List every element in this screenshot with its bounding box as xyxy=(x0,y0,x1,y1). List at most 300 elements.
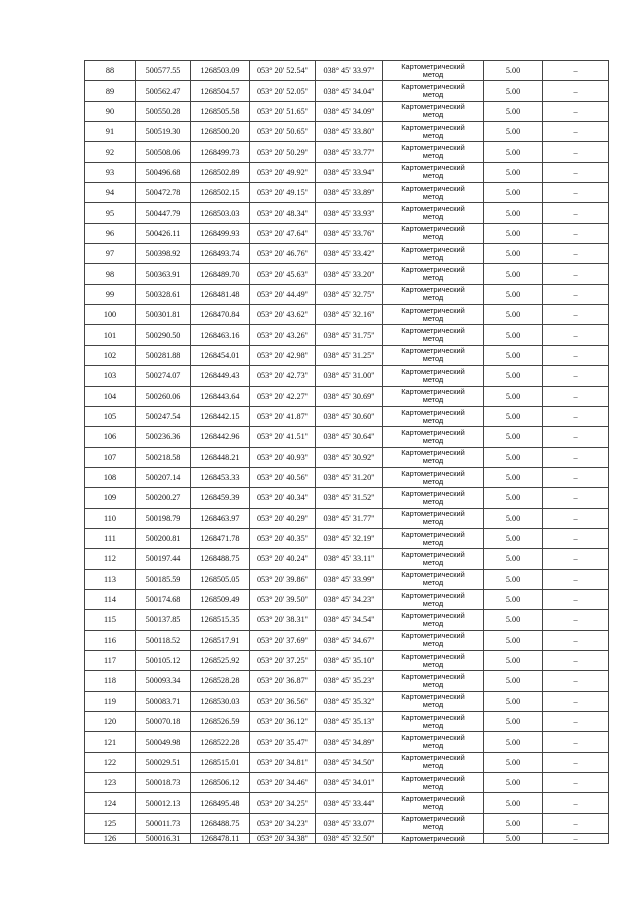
method-line-2: метод xyxy=(422,598,444,608)
latitude-cell: 053° 20' 49.92" xyxy=(250,162,316,182)
y-coordinate-cell: 1268515.01 xyxy=(191,752,250,772)
y-coordinate-cell: 1268478.11 xyxy=(191,834,250,844)
method-cell xyxy=(383,427,484,447)
x-coordinate-cell: 500185.59 xyxy=(136,569,191,589)
y-coordinate-cell: 1268504.57 xyxy=(191,81,250,101)
point-number-cell: 91 xyxy=(85,122,136,142)
accuracy-cell: 5.00 xyxy=(484,752,543,772)
table-row xyxy=(85,406,609,426)
method-cell xyxy=(383,488,484,508)
point-number-cell: 88 xyxy=(85,61,136,81)
method-cell xyxy=(383,793,484,813)
point-number-cell: 105 xyxy=(85,406,136,426)
x-coordinate-cell: 500577.55 xyxy=(136,61,191,81)
y-coordinate-cell: 1268509.49 xyxy=(191,589,250,609)
longitude-cell: 038° 45' 31.75" xyxy=(316,325,383,345)
point-number-cell: 121 xyxy=(85,732,136,752)
y-coordinate-cell: 1268526.59 xyxy=(191,712,250,732)
method-line-2: метод xyxy=(422,578,444,588)
method-line-1: Картометрический xyxy=(401,509,465,519)
x-coordinate-cell: 500508.06 xyxy=(136,142,191,162)
method-line-2: метод xyxy=(422,537,444,547)
method-line-1: Картометрический xyxy=(401,631,465,641)
point-number-cell: 102 xyxy=(85,345,136,365)
method-line-1: Картометрический xyxy=(401,285,465,295)
x-coordinate-cell: 500105.12 xyxy=(136,650,191,670)
y-coordinate-cell: 1268488.75 xyxy=(191,813,250,833)
x-coordinate-cell: 500207.14 xyxy=(136,467,191,487)
method-line-1: Картометрический xyxy=(401,590,465,600)
y-coordinate-cell: 1268528.28 xyxy=(191,671,250,691)
accuracy-cell: 5.00 xyxy=(484,671,543,691)
latitude-cell: 053° 20' 34.46" xyxy=(250,773,316,793)
method-line-1: Картометрический xyxy=(401,346,465,356)
point-number-cell: 92 xyxy=(85,142,136,162)
y-coordinate-cell: 1268499.73 xyxy=(191,142,250,162)
accuracy-cell: 5.00 xyxy=(484,244,543,264)
point-number-cell: 112 xyxy=(85,549,136,569)
note-cell: – xyxy=(543,773,609,793)
method-cell xyxy=(383,345,484,365)
note-cell: – xyxy=(543,447,609,467)
method-line-2: метод xyxy=(422,741,444,751)
x-coordinate-cell: 500083.71 xyxy=(136,691,191,711)
note-cell: – xyxy=(543,793,609,813)
latitude-cell: 053° 20' 37.25" xyxy=(250,650,316,670)
point-number-cell: 126 xyxy=(85,834,136,844)
table-row xyxy=(85,61,609,81)
accuracy-cell: 5.00 xyxy=(484,284,543,304)
x-coordinate-cell: 500197.44 xyxy=(136,549,191,569)
latitude-cell: 053° 20' 38.31" xyxy=(250,610,316,630)
x-coordinate-cell: 500012.13 xyxy=(136,793,191,813)
method-line-2: метод xyxy=(422,354,444,364)
method-line-1: Картометрический xyxy=(401,326,465,336)
method-line-2: метод xyxy=(422,415,444,425)
method-line-1: Картометрический xyxy=(401,265,465,275)
method-line-1: Картометрический xyxy=(401,610,465,620)
latitude-cell: 053° 20' 42.27" xyxy=(250,386,316,406)
longitude-cell: 038° 45' 34.50" xyxy=(316,752,383,772)
note-cell: – xyxy=(543,569,609,589)
method-line-2: метод xyxy=(422,435,444,445)
method-cell xyxy=(383,203,484,223)
point-number-cell: 96 xyxy=(85,223,136,243)
latitude-cell: 053° 20' 34.25" xyxy=(250,793,316,813)
note-cell: – xyxy=(543,305,609,325)
note-cell: – xyxy=(543,467,609,487)
accuracy-cell: 5.00 xyxy=(484,142,543,162)
latitude-cell: 053° 20' 46.76" xyxy=(250,244,316,264)
latitude-cell: 053° 20' 52.05" xyxy=(250,81,316,101)
point-number-cell: 99 xyxy=(85,284,136,304)
accuracy-cell: 5.00 xyxy=(484,549,543,569)
accuracy-cell: 5.00 xyxy=(484,569,543,589)
longitude-cell: 038° 45' 35.10" xyxy=(316,650,383,670)
table-row xyxy=(85,427,609,447)
method-line-1: Картометрический xyxy=(401,448,465,458)
point-number-cell: 118 xyxy=(85,671,136,691)
latitude-cell: 053° 20' 40.35" xyxy=(250,528,316,548)
method-line-2: метод xyxy=(422,395,444,405)
y-coordinate-cell: 1268463.97 xyxy=(191,508,250,528)
note-cell: – xyxy=(543,813,609,833)
method-cell xyxy=(383,366,484,386)
latitude-cell: 053° 20' 42.98" xyxy=(250,345,316,365)
latitude-cell: 053° 20' 40.34" xyxy=(250,488,316,508)
y-coordinate-cell: 1268525.92 xyxy=(191,650,250,670)
table-row xyxy=(85,325,609,345)
note-cell: – xyxy=(543,61,609,81)
y-coordinate-cell: 1268522.28 xyxy=(191,732,250,752)
y-coordinate-cell: 1268442.15 xyxy=(191,406,250,426)
y-coordinate-cell: 1268502.89 xyxy=(191,162,250,182)
accuracy-cell: 5.00 xyxy=(484,610,543,630)
longitude-cell: 038° 45' 33.94" xyxy=(316,162,383,182)
y-coordinate-cell: 1268517.91 xyxy=(191,630,250,650)
latitude-cell: 053° 20' 42.73" xyxy=(250,366,316,386)
y-coordinate-cell: 1268453.33 xyxy=(191,467,250,487)
latitude-cell: 053° 20' 50.65" xyxy=(250,122,316,142)
table-row xyxy=(85,305,609,325)
point-number-cell: 94 xyxy=(85,183,136,203)
method-cell xyxy=(383,773,484,793)
method-line-2: метод xyxy=(422,659,444,669)
y-coordinate-cell: 1268505.05 xyxy=(191,569,250,589)
y-coordinate-cell: 1268495.48 xyxy=(191,793,250,813)
x-coordinate-cell: 500472.78 xyxy=(136,183,191,203)
note-cell: – xyxy=(543,488,609,508)
point-number-cell: 110 xyxy=(85,508,136,528)
method-cell xyxy=(383,834,484,844)
note-cell: – xyxy=(543,325,609,345)
y-coordinate-cell: 1268515.35 xyxy=(191,610,250,630)
x-coordinate-cell: 500198.79 xyxy=(136,508,191,528)
latitude-cell: 053° 20' 48.34" xyxy=(250,203,316,223)
x-coordinate-cell: 500363.91 xyxy=(136,264,191,284)
method-line-2: метод xyxy=(422,557,444,567)
method-cell xyxy=(383,386,484,406)
y-coordinate-cell: 1268449.43 xyxy=(191,366,250,386)
method-cell xyxy=(383,752,484,772)
longitude-cell: 038° 45' 30.92" xyxy=(316,447,383,467)
accuracy-cell: 5.00 xyxy=(484,630,543,650)
y-coordinate-cell: 1268506.12 xyxy=(191,773,250,793)
method-line-2: метод xyxy=(422,456,444,466)
table-row xyxy=(85,162,609,182)
accuracy-cell: 5.00 xyxy=(484,406,543,426)
method-cell xyxy=(383,630,484,650)
point-number-cell: 109 xyxy=(85,488,136,508)
latitude-cell: 053° 20' 50.29" xyxy=(250,142,316,162)
latitude-cell: 053° 20' 37.69" xyxy=(250,630,316,650)
method-line-1: Картометрический xyxy=(401,224,465,234)
method-line-2: метод xyxy=(422,273,444,283)
table-row xyxy=(85,467,609,487)
note-cell: – xyxy=(543,671,609,691)
note-cell: – xyxy=(543,244,609,264)
method-line-1: Картометрический xyxy=(401,733,465,743)
longitude-cell: 038° 45' 32.19" xyxy=(316,528,383,548)
method-line-2: метод xyxy=(422,151,444,161)
latitude-cell: 053° 20' 52.54" xyxy=(250,61,316,81)
x-coordinate-cell: 500016.31 xyxy=(136,834,191,844)
method-cell xyxy=(383,101,484,121)
accuracy-cell: 5.00 xyxy=(484,589,543,609)
table-row xyxy=(85,488,609,508)
method-line-1: Картометрический xyxy=(401,143,465,153)
point-number-cell: 111 xyxy=(85,528,136,548)
accuracy-cell: 5.00 xyxy=(484,691,543,711)
accuracy-cell: 5.00 xyxy=(484,203,543,223)
table-row xyxy=(85,101,609,121)
note-cell: – xyxy=(543,427,609,447)
latitude-cell: 053° 20' 51.65" xyxy=(250,101,316,121)
method-cell xyxy=(383,406,484,426)
x-coordinate-cell: 500328.61 xyxy=(136,284,191,304)
note-cell: – xyxy=(543,81,609,101)
table-row xyxy=(85,264,609,284)
method-cell xyxy=(383,183,484,203)
y-coordinate-cell: 1268470.84 xyxy=(191,305,250,325)
latitude-cell: 053° 20' 47.64" xyxy=(250,223,316,243)
x-coordinate-cell: 500011.73 xyxy=(136,813,191,833)
method-line-1: Картометрический xyxy=(401,712,465,722)
accuracy-cell: 5.00 xyxy=(484,793,543,813)
point-number-cell: 119 xyxy=(85,691,136,711)
method-line-2: метод xyxy=(422,679,444,689)
point-number-cell: 106 xyxy=(85,427,136,447)
longitude-cell: 038° 45' 33.11" xyxy=(316,549,383,569)
x-coordinate-cell: 500118.52 xyxy=(136,630,191,650)
method-line-1: Картометрический xyxy=(401,122,465,132)
table-row xyxy=(85,650,609,670)
x-coordinate-cell: 500018.73 xyxy=(136,773,191,793)
table-row xyxy=(85,203,609,223)
accuracy-cell: 5.00 xyxy=(484,508,543,528)
table-row xyxy=(85,122,609,142)
longitude-cell: 038° 45' 34.54" xyxy=(316,610,383,630)
method-line-2: метод xyxy=(422,69,444,79)
method-line-2: метод xyxy=(422,110,444,120)
point-number-cell: 103 xyxy=(85,366,136,386)
y-coordinate-cell: 1268499.93 xyxy=(191,223,250,243)
longitude-cell: 038° 45' 32.16" xyxy=(316,305,383,325)
method-line-1: Картометрический xyxy=(401,833,465,843)
table-row xyxy=(85,244,609,264)
method-line-2: метод xyxy=(422,374,444,384)
table-row xyxy=(85,834,609,844)
note-cell: – xyxy=(543,366,609,386)
method-line-1: Картометрический xyxy=(401,204,465,214)
x-coordinate-cell: 500049.98 xyxy=(136,732,191,752)
point-number-cell: 95 xyxy=(85,203,136,223)
point-number-cell: 114 xyxy=(85,589,136,609)
accuracy-cell: 5.00 xyxy=(484,101,543,121)
y-coordinate-cell: 1268500.20 xyxy=(191,122,250,142)
method-line-2: метод xyxy=(422,130,444,140)
method-line-1: Картометрический xyxy=(401,692,465,702)
method-line-2: метод xyxy=(422,191,444,201)
method-cell xyxy=(383,813,484,833)
x-coordinate-cell: 500200.81 xyxy=(136,528,191,548)
note-cell: – xyxy=(543,406,609,426)
accuracy-cell: 5.00 xyxy=(484,712,543,732)
table-row xyxy=(85,223,609,243)
method-line-1: Картометрический xyxy=(401,529,465,539)
method-line-1: Картометрический xyxy=(401,427,465,437)
longitude-cell: 038° 45' 31.25" xyxy=(316,345,383,365)
latitude-cell: 053° 20' 34.38" xyxy=(250,834,316,844)
point-number-cell: 93 xyxy=(85,162,136,182)
accuracy-cell: 5.00 xyxy=(484,467,543,487)
table-row xyxy=(85,508,609,528)
x-coordinate-cell: 500562.47 xyxy=(136,81,191,101)
note-cell: – xyxy=(543,712,609,732)
point-number-cell: 120 xyxy=(85,712,136,732)
table-row xyxy=(85,691,609,711)
method-cell xyxy=(383,610,484,630)
note-cell: – xyxy=(543,223,609,243)
longitude-cell: 038° 45' 32.75" xyxy=(316,284,383,304)
point-number-cell: 104 xyxy=(85,386,136,406)
method-line-2: метод xyxy=(422,293,444,303)
x-coordinate-cell: 500218.58 xyxy=(136,447,191,467)
method-cell xyxy=(383,732,484,752)
method-line-1: Картометрический xyxy=(401,651,465,661)
x-coordinate-cell: 500281.88 xyxy=(136,345,191,365)
method-line-1: Картометрический xyxy=(401,549,465,559)
method-line-2: метод xyxy=(422,618,444,628)
method-line-1: Картометрический xyxy=(401,366,465,376)
method-cell xyxy=(383,447,484,467)
y-coordinate-cell: 1268471.78 xyxy=(191,528,250,548)
y-coordinate-cell: 1268443.64 xyxy=(191,386,250,406)
longitude-cell: 038° 45' 33.20" xyxy=(316,264,383,284)
method-line-2: метод xyxy=(422,496,444,506)
longitude-cell: 038° 45' 34.01" xyxy=(316,773,383,793)
method-cell xyxy=(383,650,484,670)
table-row xyxy=(85,386,609,406)
latitude-cell: 053° 20' 36.56" xyxy=(250,691,316,711)
method-line-2: метод xyxy=(422,700,444,710)
point-number-cell: 116 xyxy=(85,630,136,650)
longitude-cell: 038° 45' 35.23" xyxy=(316,671,383,691)
accuracy-cell: 5.00 xyxy=(484,366,543,386)
longitude-cell: 038° 45' 34.89" xyxy=(316,732,383,752)
note-cell: – xyxy=(543,834,609,844)
method-cell xyxy=(383,162,484,182)
longitude-cell: 038° 45' 31.20" xyxy=(316,467,383,487)
accuracy-cell: 5.00 xyxy=(484,325,543,345)
y-coordinate-cell: 1268493.74 xyxy=(191,244,250,264)
method-line-1: Картометрический xyxy=(401,468,465,478)
point-number-cell: 123 xyxy=(85,773,136,793)
longitude-cell: 038° 45' 35.32" xyxy=(316,691,383,711)
method-cell xyxy=(383,305,484,325)
note-cell: – xyxy=(543,284,609,304)
longitude-cell: 038° 45' 30.64" xyxy=(316,427,383,447)
point-number-cell: 89 xyxy=(85,81,136,101)
point-number-cell: 115 xyxy=(85,610,136,630)
latitude-cell: 053° 20' 40.93" xyxy=(250,447,316,467)
table-row xyxy=(85,345,609,365)
method-cell xyxy=(383,81,484,101)
accuracy-cell: 5.00 xyxy=(484,447,543,467)
x-coordinate-cell: 500247.54 xyxy=(136,406,191,426)
method-line-2: метод xyxy=(422,720,444,730)
x-coordinate-cell: 500093.34 xyxy=(136,671,191,691)
longitude-cell: 038° 45' 31.52" xyxy=(316,488,383,508)
method-line-2: метод xyxy=(422,639,444,649)
point-number-cell: 100 xyxy=(85,305,136,325)
method-cell xyxy=(383,264,484,284)
accuracy-cell: 5.00 xyxy=(484,427,543,447)
accuracy-cell: 5.00 xyxy=(484,813,543,833)
latitude-cell: 053° 20' 36.87" xyxy=(250,671,316,691)
longitude-cell: 038° 45' 33.77" xyxy=(316,142,383,162)
y-coordinate-cell: 1268503.03 xyxy=(191,203,250,223)
table-row xyxy=(85,752,609,772)
y-coordinate-cell: 1268481.48 xyxy=(191,284,250,304)
method-line-2: метод xyxy=(422,313,444,323)
y-coordinate-cell: 1268463.16 xyxy=(191,325,250,345)
x-coordinate-cell: 500070.18 xyxy=(136,712,191,732)
method-cell xyxy=(383,284,484,304)
table-row xyxy=(85,732,609,752)
method-line-2: метод xyxy=(422,781,444,791)
x-coordinate-cell: 500519.30 xyxy=(136,122,191,142)
note-cell: – xyxy=(543,691,609,711)
table-row xyxy=(85,528,609,548)
table-row xyxy=(85,447,609,467)
table-row xyxy=(85,712,609,732)
latitude-cell: 053° 20' 44.49" xyxy=(250,284,316,304)
note-cell: – xyxy=(543,732,609,752)
point-number-cell: 124 xyxy=(85,793,136,813)
point-number-cell: 90 xyxy=(85,101,136,121)
x-coordinate-cell: 500496.68 xyxy=(136,162,191,182)
note-cell: – xyxy=(543,528,609,548)
point-number-cell: 108 xyxy=(85,467,136,487)
x-coordinate-cell: 500174.68 xyxy=(136,589,191,609)
method-line-1: Картометрический xyxy=(401,102,465,112)
method-cell xyxy=(383,508,484,528)
table-body xyxy=(85,61,609,844)
longitude-cell: 038° 45' 32.50" xyxy=(316,834,383,844)
method-line-2: метод xyxy=(422,822,444,832)
point-number-cell: 125 xyxy=(85,813,136,833)
table-row xyxy=(85,813,609,833)
x-coordinate-cell: 500236.36 xyxy=(136,427,191,447)
accuracy-cell: 5.00 xyxy=(484,305,543,325)
method-line-1: Картометрический xyxy=(401,82,465,92)
table-row xyxy=(85,284,609,304)
accuracy-cell: 5.00 xyxy=(484,732,543,752)
method-line-1: Картометрический xyxy=(401,814,465,824)
note-cell: – xyxy=(543,345,609,365)
table-row xyxy=(85,610,609,630)
x-coordinate-cell: 500200.27 xyxy=(136,488,191,508)
method-cell xyxy=(383,569,484,589)
longitude-cell: 038° 45' 34.09" xyxy=(316,101,383,121)
method-line-1: Картометрический xyxy=(401,671,465,681)
longitude-cell: 038° 45' 31.77" xyxy=(316,508,383,528)
latitude-cell: 053° 20' 34.23" xyxy=(250,813,316,833)
note-cell: – xyxy=(543,101,609,121)
table-row xyxy=(85,183,609,203)
method-line-2: метод xyxy=(422,212,444,222)
